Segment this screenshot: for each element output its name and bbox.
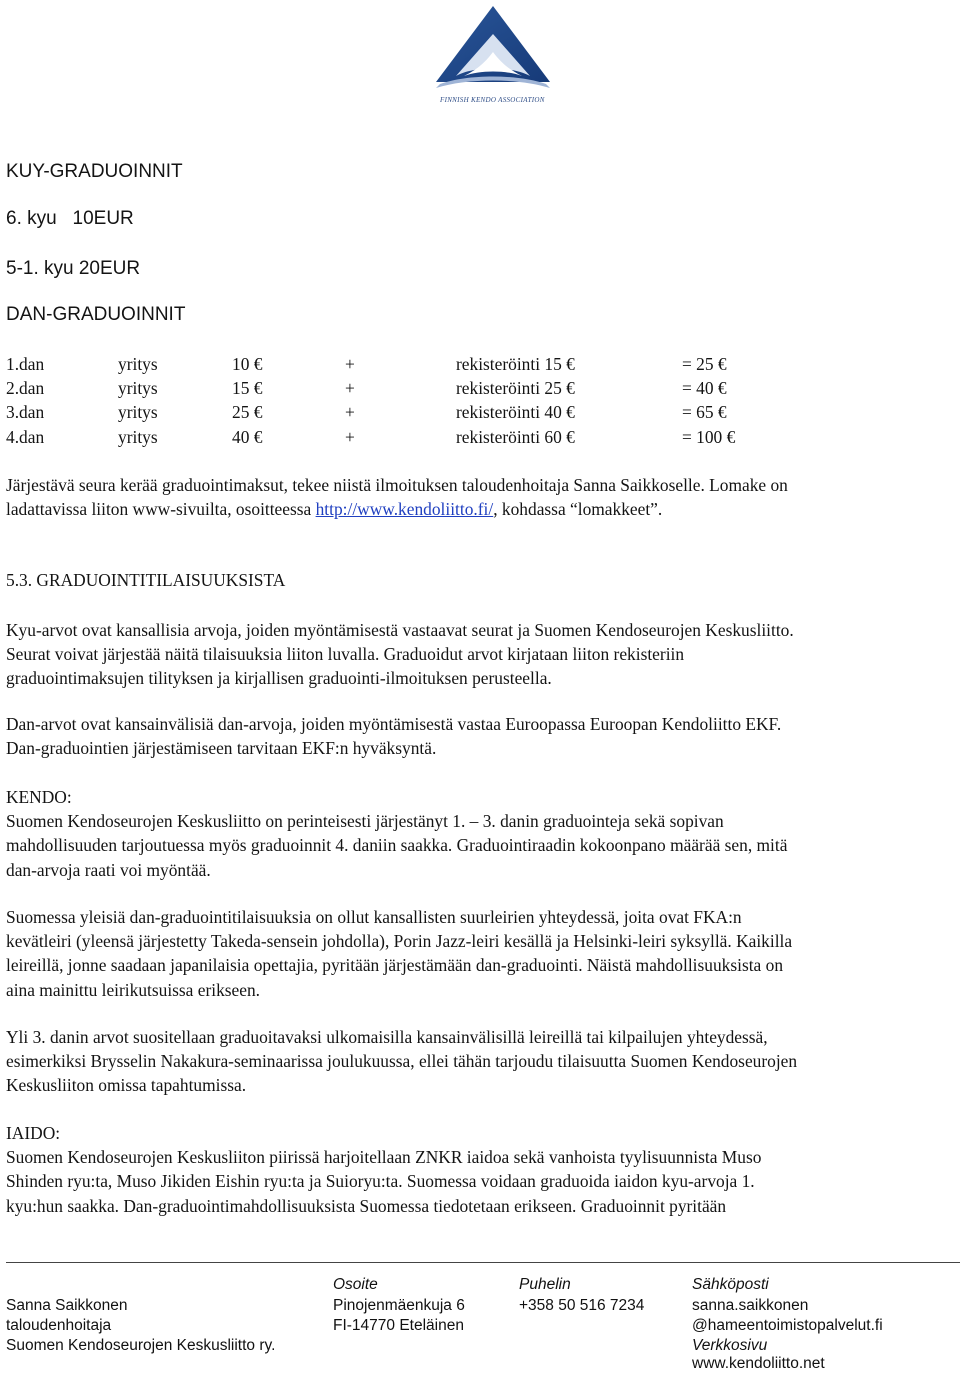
footer-website-label: Verkkosivu <box>692 1337 768 1354</box>
dan-attempt-label: yritys <box>118 354 158 374</box>
footer-email-line-1[interactable]: sanna.saikkonen <box>692 1297 809 1314</box>
plus-sign: + <box>345 427 355 447</box>
paragraph-line: kyu:hun saakka. Dan-graduointimahdollisuuksista Suomessa tiedotetaan erikseen. Graduoinnit pyritään <box>6 1195 727 1216</box>
paragraph-text: , kohdassa “lomakkeet”. <box>493 499 663 520</box>
paragraph-line: Järjestävä seura kerää graduointimaksut, tekee niistä ilmoituksen taloudenhoitaja Sanna Saikkoselle. Lomake on <box>6 475 788 495</box>
dan-attempt-label: yritys <box>118 378 158 398</box>
paragraph-higher-dan <box>6 1025 952 1098</box>
kyu-line-1: 6. kyu 10EUR <box>6 208 134 229</box>
dan-registration: rekisteröinti 60 € <box>456 427 575 447</box>
footer-email-label: Sähköposti <box>692 1276 769 1293</box>
footer-address-line-1: Pinojenmäenkuja 6 <box>333 1297 465 1314</box>
paragraph-line: esimerkiksi Brysselin Nakakura-seminaarissa joulukuussa, ellei tähän tarjoudu tilaisuutta Suomen Kendoseurojen <box>6 1051 798 1072</box>
kendo-section <box>6 785 952 882</box>
paragraph-line: Suomessa yleisiä dan-graduointitilaisuuksia on ollut kansallisten suurleirien yhteydessä, joita ovat FKA:n <box>6 907 742 927</box>
iaido-heading: IAIDO: <box>6 1123 61 1143</box>
paragraph-kyu-ranks <box>6 618 952 691</box>
dan-level: 3.dan <box>6 402 45 422</box>
footer-role: taloudenhoitaja <box>6 1317 112 1334</box>
dan-registration: rekisteröinti 15 € <box>456 354 575 374</box>
paragraph-line: Seurat voivat järjestää näitä tilaisuuksia liiton luvalla. Graduoidut arvot kirjataan liiton rekisteriin <box>6 644 685 665</box>
footer-address-label: Osoite <box>333 1276 378 1293</box>
dan-total: = 25 € <box>682 354 727 374</box>
paragraph-line: Suomen Kendoseurojen Keskusliiton piirissä harjoitellaan ZNKR iaidoa sekä vanhoista tyylisuunnista Muso <box>6 1147 762 1168</box>
paragraph-dan-ranks <box>6 712 952 760</box>
paragraph-line: Keskusliiton omissa tapahtumissa. <box>6 1075 247 1096</box>
paragraph-line: graduointimaksujen tilityksen ja kirjallisen graduointi-ilmoituksen perusteella. <box>6 668 552 689</box>
footer-organization: Suomen Kendoseurojen Keskusliitto ry. <box>6 1337 276 1354</box>
dan-level: 2.dan <box>6 378 45 398</box>
dan-attempt-label: yritys <box>118 427 158 447</box>
section-heading: 5.3. GRADUOINTITILAISUUKSISTA <box>6 570 286 590</box>
iaido-section <box>6 1121 952 1218</box>
footer-website[interactable]: www.kendoliitto.net <box>692 1355 825 1372</box>
paragraph-line: leireillä, jonne saadaan japanilaisia opettajia, pyritään järjestämään dan-graduointi. Näistä mahdollisuuksista on <box>6 955 784 976</box>
plus-sign: + <box>345 354 355 374</box>
paragraph-line: Kyu-arvot ovat kansallisia arvoja, joiden myöntämisestä vastaavat seurat ja Suomen Kendoseurojen Keskusliitto. <box>6 620 794 640</box>
paragraph-line: Shinden ryu:ta, Muso Jikiden Eishin ryu:ta ja Suioryu:ta. Suomessa voidaan graduoida iaidon kyu-arvoja 1. <box>6 1171 755 1192</box>
kendo-heading: KENDO: <box>6 787 72 807</box>
paragraph-line: Suomen Kendoseurojen Keskusliitto on perinteisesti järjestänyt 1. – 3. danin graduointeja sekä sopivan <box>6 811 724 832</box>
paragraph-text: ladattavissa liiton www-sivuilta, osoitteessa <box>6 499 316 520</box>
dan-level: 4.dan <box>6 427 45 447</box>
paragraph-fees <box>6 473 952 521</box>
footer-divider <box>6 1262 960 1263</box>
footer-email-line-2[interactable]: @hameentoimistopalvelut.fi <box>692 1317 883 1334</box>
logo-caption: FINNISH KENDO ASSOCIATION <box>440 96 545 104</box>
paragraph-line: mahdollisuuden tarjoutuessa myös graduoinnit 4. daniin saakka. Graduointiraadin kokoonpano määrää sen, mitä <box>6 835 788 856</box>
kendoliitto-link[interactable]: http://www.kendoliitto.fi/ <box>315 499 494 520</box>
dan-title: DAN-GRADUOINNIT <box>6 304 186 325</box>
paragraph-line: Yli 3. danin arvot suositellaan graduoitavaksi ulkomaisilla kansainvälisillä leireillä tai kilpailujen yhteydessä, <box>6 1027 768 1047</box>
kyu-line-2: 5-1. kyu 20EUR <box>6 258 141 279</box>
dan-attempt-label: yritys <box>118 402 158 422</box>
footer-phone: +358 50 516 7234 <box>519 1297 645 1314</box>
plus-sign: + <box>345 378 355 398</box>
paragraph-line: Dan-arvot ovat kansainvälisiä dan-arvoja, joiden myöntämisestä vastaa Euroopassa Euroopan Kendoliitto EKF. <box>6 714 782 734</box>
dan-fee: 10 € <box>232 354 263 374</box>
association-logo <box>418 4 568 112</box>
paragraph-line: aina mainittu leirikutsuissa erikseen. <box>6 979 261 1000</box>
triangle-emblem-icon <box>418 4 568 104</box>
dan-registration: rekisteröinti 40 € <box>456 402 575 422</box>
footer-address-line-2: FI-14770 Eteläinen <box>333 1317 464 1334</box>
dan-total: = 100 € <box>682 427 736 447</box>
dan-fee: 40 € <box>232 427 263 447</box>
paragraph-line: kevätleiri (yleensä järjestetty Takeda-sensein johdolla), Porin Jazz-leiri kesällä ja Helsinki-leiri syksyllä. Kaikilla <box>6 931 793 952</box>
paragraph-line: Dan-graduointien järjestämiseen tarvitaan EKF:n hyväksyntä. <box>6 738 437 759</box>
dan-registration: rekisteröinti 25 € <box>456 378 575 398</box>
dan-total: = 40 € <box>682 378 727 398</box>
dan-total: = 65 € <box>682 402 727 422</box>
footer-phone-label: Puhelin <box>519 1276 571 1293</box>
footer-name: Sanna Saikkonen <box>6 1297 128 1314</box>
paragraph-line: dan-arvoja raati voi myöntää. <box>6 859 211 880</box>
dan-fee: 25 € <box>232 402 263 422</box>
dan-fee: 15 € <box>232 378 263 398</box>
paragraph-camps <box>6 905 952 1002</box>
kyu-title: KUY-GRADUOINNIT <box>6 161 183 182</box>
plus-sign: + <box>345 402 355 422</box>
paragraph-line <box>6 497 952 521</box>
dan-level: 1.dan <box>6 354 45 374</box>
